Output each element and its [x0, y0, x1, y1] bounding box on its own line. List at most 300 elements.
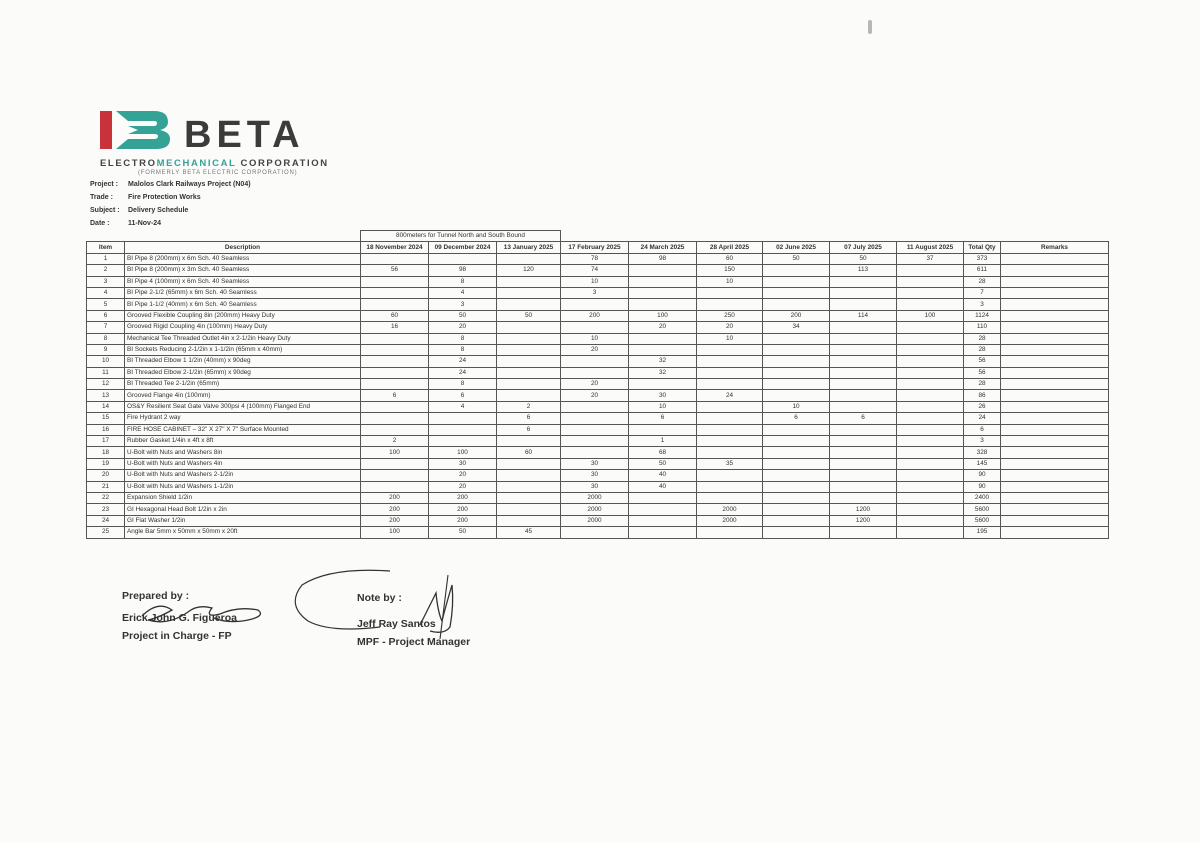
cell-quantity: 120 — [497, 265, 561, 276]
cell-quantity: 200 — [429, 504, 497, 515]
cell-item: 22 — [87, 492, 125, 503]
cell-quantity — [763, 424, 830, 435]
cell-quantity: 30 — [629, 390, 697, 401]
cell-item: 8 — [87, 333, 125, 344]
cell-remarks — [1001, 436, 1109, 447]
cell-remarks — [1001, 413, 1109, 424]
cell-quantity: 50 — [830, 253, 897, 264]
header-date: 24 March 2025 — [629, 242, 697, 253]
cell-quantity — [561, 299, 629, 310]
cell-quantity: 8 — [429, 333, 497, 344]
cell-quantity — [497, 458, 561, 469]
cell-remarks — [1001, 504, 1109, 515]
column-header-row — [87, 242, 1109, 253]
cell-quantity — [897, 515, 964, 526]
table-row — [87, 515, 1109, 526]
cell-quantity: 78 — [561, 253, 629, 264]
cell-item: 7 — [87, 322, 125, 333]
cell-quantity: 8 — [429, 276, 497, 287]
cell-quantity: 6 — [763, 413, 830, 424]
cell-quantity: 10 — [561, 276, 629, 287]
cell-remarks — [1001, 401, 1109, 412]
cell-quantity: 56 — [361, 265, 429, 276]
cell-quantity: 40 — [629, 481, 697, 492]
cell-remarks — [1001, 367, 1109, 378]
cell-quantity — [497, 504, 561, 515]
table-row — [87, 333, 1109, 344]
cell-quantity — [629, 424, 697, 435]
cell-total-qty: 6 — [964, 424, 1001, 435]
meta-row — [90, 181, 251, 194]
cell-description: Expansion Shield 1/2in — [125, 492, 361, 503]
cell-description: BI Threaded Elbow 1 1/2in (40mm) x 90deg — [125, 356, 361, 367]
cell-description: BI Pipe 1-1/2 (40mm) x 6m Sch. 40 Seamless — [125, 299, 361, 310]
cell-quantity — [830, 401, 897, 412]
cell-total-qty: 1124 — [964, 310, 1001, 321]
cell-remarks — [1001, 287, 1109, 298]
cell-quantity — [897, 379, 964, 390]
cell-quantity — [497, 253, 561, 264]
table-row — [87, 470, 1109, 481]
cell-quantity — [497, 276, 561, 287]
cell-quantity: 2 — [361, 436, 429, 447]
cell-quantity: 200 — [361, 492, 429, 503]
cell-quantity — [763, 379, 830, 390]
cell-remarks — [1001, 447, 1109, 458]
table-row — [87, 481, 1109, 492]
cell-quantity — [897, 344, 964, 355]
cell-quantity — [763, 515, 830, 526]
cell-remarks — [1001, 527, 1109, 538]
cell-quantity — [763, 492, 830, 503]
cell-total-qty: 110 — [964, 322, 1001, 333]
cell-total-qty: 56 — [964, 367, 1001, 378]
table-row — [87, 436, 1109, 447]
cell-quantity — [830, 447, 897, 458]
cell-item: 19 — [87, 458, 125, 469]
cell-quantity: 50 — [763, 253, 830, 264]
cell-quantity — [763, 470, 830, 481]
cell-quantity — [697, 492, 763, 503]
table-row — [87, 379, 1109, 390]
cell-quantity: 98 — [429, 265, 497, 276]
table-row — [87, 287, 1109, 298]
cell-quantity — [763, 344, 830, 355]
cell-quantity: 30 — [429, 458, 497, 469]
cell-quantity — [361, 413, 429, 424]
cell-remarks — [1001, 322, 1109, 333]
table-row — [87, 322, 1109, 333]
cell-quantity — [361, 481, 429, 492]
cell-quantity — [361, 470, 429, 481]
cell-quantity: 200 — [429, 515, 497, 526]
noted-signature-icon — [290, 565, 480, 645]
cell-quantity — [361, 333, 429, 344]
cell-quantity: 50 — [429, 310, 497, 321]
cell-remarks — [1001, 379, 1109, 390]
cell-remarks — [1001, 276, 1109, 287]
table-row — [87, 527, 1109, 538]
cell-quantity: 20 — [561, 344, 629, 355]
cell-quantity: 100 — [361, 527, 429, 538]
table-row — [87, 253, 1109, 264]
cell-item: 10 — [87, 356, 125, 367]
meta-label: Subject : — [90, 207, 120, 214]
cell-quantity: 200 — [361, 515, 429, 526]
cell-quantity: 20 — [429, 481, 497, 492]
company-former-name: (FORMERLY BETA ELECTRIC CORPORATION) — [138, 170, 298, 176]
cell-quantity — [830, 390, 897, 401]
cell-quantity: 35 — [697, 458, 763, 469]
table-row — [87, 276, 1109, 287]
cell-quantity — [361, 367, 429, 378]
company-logo — [98, 108, 338, 180]
cell-quantity — [697, 287, 763, 298]
cell-item: 5 — [87, 299, 125, 310]
cell-quantity — [497, 379, 561, 390]
cell-quantity — [830, 344, 897, 355]
cell-quantity — [561, 401, 629, 412]
cell-quantity — [497, 356, 561, 367]
cell-quantity: 6 — [361, 390, 429, 401]
cell-quantity — [697, 424, 763, 435]
meta-label: Project : — [90, 181, 119, 188]
cell-item: 11 — [87, 367, 125, 378]
cell-item: 23 — [87, 504, 125, 515]
cell-quantity: 100 — [361, 447, 429, 458]
cell-quantity: 10 — [697, 276, 763, 287]
cell-total-qty: 90 — [964, 481, 1001, 492]
cell-description: Mechanical Tee Threaded Outlet 4in x 2-1/2in Heavy Duty — [125, 333, 361, 344]
cell-quantity — [830, 367, 897, 378]
cell-item: 21 — [87, 481, 125, 492]
cell-total-qty: 2400 — [964, 492, 1001, 503]
cell-item: 9 — [87, 344, 125, 355]
cell-item: 25 — [87, 527, 125, 538]
table-row — [87, 356, 1109, 367]
cell-quantity: 1200 — [830, 515, 897, 526]
table-row — [87, 447, 1109, 458]
header-item: Item — [87, 242, 125, 253]
cell-quantity: 2000 — [697, 504, 763, 515]
cell-quantity: 37 — [897, 253, 964, 264]
cell-quantity — [897, 287, 964, 298]
cell-quantity: 50 — [629, 458, 697, 469]
table-row — [87, 492, 1109, 503]
cell-quantity — [361, 276, 429, 287]
table-row — [87, 458, 1109, 469]
cell-quantity: 30 — [561, 481, 629, 492]
cell-remarks — [1001, 356, 1109, 367]
cell-quantity — [361, 424, 429, 435]
cell-quantity — [830, 287, 897, 298]
cell-quantity — [763, 356, 830, 367]
cell-description: BI Sockets Reducing 2-1/2in x 1-1/2in (65mm x 40mm) — [125, 344, 361, 355]
cell-quantity — [361, 458, 429, 469]
cell-quantity — [763, 299, 830, 310]
cell-quantity — [763, 447, 830, 458]
cell-quantity — [429, 424, 497, 435]
cell-item: 15 — [87, 413, 125, 424]
cell-quantity — [763, 265, 830, 276]
cell-quantity — [830, 379, 897, 390]
meta-value: Fire Protection Works — [128, 194, 201, 201]
table-row — [87, 367, 1109, 378]
cell-quantity: 200 — [361, 504, 429, 515]
cell-quantity — [897, 470, 964, 481]
cell-quantity: 32 — [629, 356, 697, 367]
cell-total-qty: 7 — [964, 287, 1001, 298]
cell-total-qty: 28 — [964, 276, 1001, 287]
cell-quantity: 6 — [830, 413, 897, 424]
cell-quantity: 20 — [561, 390, 629, 401]
cell-quantity: 200 — [429, 492, 497, 503]
cell-quantity — [629, 333, 697, 344]
cell-quantity: 16 — [361, 322, 429, 333]
cell-total-qty: 28 — [964, 344, 1001, 355]
cell-quantity — [897, 322, 964, 333]
cell-description: U-Bolt with Nuts and Washers 8in — [125, 447, 361, 458]
cell-quantity — [361, 253, 429, 264]
cell-quantity — [763, 390, 830, 401]
cell-quantity — [897, 390, 964, 401]
cell-quantity — [830, 299, 897, 310]
noted-by-name: Jeff Ray Santos — [357, 618, 436, 630]
cell-total-qty: 195 — [964, 527, 1001, 538]
cell-remarks — [1001, 253, 1109, 264]
cell-description: Grooved Flexible Coupling 8in (200mm) Heavy Duty — [125, 310, 361, 321]
cell-quantity — [361, 299, 429, 310]
cell-quantity — [629, 379, 697, 390]
cell-remarks — [1001, 470, 1109, 481]
cell-description: U-Bolt with Nuts and Washers 1-1/2in — [125, 481, 361, 492]
cell-quantity: 45 — [497, 527, 561, 538]
header-description: Description — [125, 242, 361, 253]
cell-item: 17 — [87, 436, 125, 447]
cell-total-qty: 3 — [964, 436, 1001, 447]
cell-description: U-Bolt with Nuts and Washers 2-1/2in — [125, 470, 361, 481]
cell-quantity: 20 — [429, 322, 497, 333]
cell-quantity: 6 — [429, 390, 497, 401]
cell-quantity — [897, 436, 964, 447]
cell-total-qty: 328 — [964, 447, 1001, 458]
cell-quantity: 74 — [561, 265, 629, 276]
cell-quantity: 1 — [629, 436, 697, 447]
cell-quantity — [897, 492, 964, 503]
cell-quantity — [361, 379, 429, 390]
cell-quantity: 20 — [629, 322, 697, 333]
cell-quantity — [629, 265, 697, 276]
cell-quantity — [830, 481, 897, 492]
cell-quantity: 98 — [629, 253, 697, 264]
cell-quantity: 200 — [561, 310, 629, 321]
cell-quantity — [830, 458, 897, 469]
cell-quantity — [561, 436, 629, 447]
prepared-by-label: Prepared by : — [122, 590, 190, 602]
cell-quantity — [763, 367, 830, 378]
cell-item: 18 — [87, 447, 125, 458]
cell-quantity — [629, 344, 697, 355]
cell-quantity: 60 — [361, 310, 429, 321]
cell-quantity: 4 — [429, 287, 497, 298]
cell-quantity — [697, 379, 763, 390]
meta-value: Malolos Clark Railways Project (N04) — [128, 181, 251, 188]
cell-quantity — [763, 481, 830, 492]
cell-quantity — [497, 344, 561, 355]
cell-quantity — [763, 436, 830, 447]
cell-quantity — [361, 356, 429, 367]
cell-quantity: 40 — [629, 470, 697, 481]
cell-description: FIRE HOSE CABINET – 32" X 27" X 7" Surface Mounted — [125, 424, 361, 435]
cell-total-qty: 86 — [964, 390, 1001, 401]
cell-quantity: 250 — [697, 310, 763, 321]
cell-quantity: 150 — [697, 265, 763, 276]
cell-quantity: 24 — [429, 356, 497, 367]
cell-remarks — [1001, 344, 1109, 355]
cell-total-qty: 24 — [964, 413, 1001, 424]
header-date: 18 November 2024 — [361, 242, 429, 253]
cell-quantity — [830, 527, 897, 538]
cell-quantity: 6 — [629, 413, 697, 424]
meta-label: Date : — [90, 220, 110, 227]
cell-total-qty: 373 — [964, 253, 1001, 264]
cell-quantity: 32 — [629, 367, 697, 378]
cell-quantity: 1200 — [830, 504, 897, 515]
cell-item: 1 — [87, 253, 125, 264]
cell-quantity — [497, 436, 561, 447]
cell-total-qty: 3 — [964, 299, 1001, 310]
cell-item: 4 — [87, 287, 125, 298]
cell-quantity — [897, 458, 964, 469]
cell-quantity: 100 — [629, 310, 697, 321]
cell-quantity — [629, 504, 697, 515]
cell-quantity — [561, 322, 629, 333]
cell-item: 20 — [87, 470, 125, 481]
header-date: 13 January 2025 — [497, 242, 561, 253]
cell-total-qty: 28 — [964, 333, 1001, 344]
cell-total-qty: 5600 — [964, 515, 1001, 526]
cell-quantity — [429, 253, 497, 264]
header-remarks: Remarks — [1001, 242, 1109, 253]
cell-quantity: 2000 — [561, 492, 629, 503]
cell-quantity — [830, 492, 897, 503]
cell-quantity: 50 — [429, 527, 497, 538]
cell-quantity — [561, 413, 629, 424]
noted-by-label: Note by : — [357, 592, 402, 604]
cell-description: BI Threaded Tee 2-1/2in (65mm) — [125, 379, 361, 390]
cell-quantity: 30 — [561, 470, 629, 481]
cell-total-qty: 56 — [964, 356, 1001, 367]
cell-quantity — [897, 447, 964, 458]
cell-quantity: 100 — [897, 310, 964, 321]
cell-item: 2 — [87, 265, 125, 276]
cell-quantity: 20 — [429, 470, 497, 481]
cell-remarks — [1001, 481, 1109, 492]
cell-description: Grooved Rigid Coupling 4in (100mm) Heavy Duty — [125, 322, 361, 333]
table-row — [87, 344, 1109, 355]
cell-description: Angle Bar 5mm x 50mm x 50mm x 20ft — [125, 527, 361, 538]
cell-quantity — [697, 447, 763, 458]
cell-item: 12 — [87, 379, 125, 390]
cell-description: BI Pipe 2-1/2 (65mm) x 6m Sch. 40 Seamless — [125, 287, 361, 298]
meta-label: Trade : — [90, 194, 113, 201]
cell-quantity — [697, 367, 763, 378]
cell-quantity: 10 — [763, 401, 830, 412]
cell-quantity: 20 — [697, 322, 763, 333]
meta-row — [90, 207, 251, 220]
cell-quantity — [629, 492, 697, 503]
header-date: 02 June 2025 — [763, 242, 830, 253]
cell-total-qty: 90 — [964, 470, 1001, 481]
cell-quantity — [629, 276, 697, 287]
cell-quantity — [497, 515, 561, 526]
cell-quantity: 30 — [561, 458, 629, 469]
cell-item: 13 — [87, 390, 125, 401]
cell-quantity — [361, 401, 429, 412]
cell-total-qty: 28 — [964, 379, 1001, 390]
cell-quantity: 3 — [429, 299, 497, 310]
cell-quantity — [697, 481, 763, 492]
table-row — [87, 413, 1109, 424]
cell-item: 24 — [87, 515, 125, 526]
prepared-by-name: Erick John G. Figueroa — [122, 612, 237, 624]
cell-quantity: 20 — [561, 379, 629, 390]
cell-quantity — [697, 470, 763, 481]
cell-quantity — [697, 356, 763, 367]
cell-quantity: 24 — [429, 367, 497, 378]
cell-quantity — [763, 333, 830, 344]
meta-row — [90, 194, 251, 207]
cell-quantity — [763, 504, 830, 515]
cell-quantity: 6 — [497, 424, 561, 435]
cell-total-qty: 611 — [964, 265, 1001, 276]
cell-quantity — [629, 287, 697, 298]
cell-quantity — [497, 390, 561, 401]
table-row — [87, 310, 1109, 321]
cell-quantity — [763, 276, 830, 287]
cell-quantity — [497, 492, 561, 503]
cell-quantity — [897, 333, 964, 344]
prepared-by-title: Project in Charge - FP — [122, 630, 232, 642]
cell-quantity: 3 — [561, 287, 629, 298]
cell-quantity — [497, 299, 561, 310]
cell-remarks — [1001, 310, 1109, 321]
cell-quantity: 2 — [497, 401, 561, 412]
cell-quantity — [429, 436, 497, 447]
cell-quantity: 114 — [830, 310, 897, 321]
company-name: BETA — [184, 114, 305, 156]
table-row — [87, 424, 1109, 435]
cell-quantity — [497, 367, 561, 378]
group-header: 800meters for Tunnel North and South Bound — [361, 231, 561, 242]
cell-quantity — [697, 436, 763, 447]
cell-remarks — [1001, 458, 1109, 469]
cell-quantity — [697, 527, 763, 538]
cell-quantity — [897, 424, 964, 435]
cell-quantity — [629, 299, 697, 310]
cell-quantity: 113 — [830, 265, 897, 276]
cell-quantity — [897, 504, 964, 515]
cell-description: GI Hexagonal Head Bolt 1/2in x 2in — [125, 504, 361, 515]
cell-quantity — [897, 276, 964, 287]
cell-description: OS&Y Resilient Seat Gate Valve 300psi 4 (100mm) Flanged End — [125, 401, 361, 412]
table-row — [87, 265, 1109, 276]
company-subtitle: ELECTROMECHANICAL CORPORATION — [100, 158, 329, 169]
cell-quantity — [497, 322, 561, 333]
cell-quantity — [629, 515, 697, 526]
header-date: 28 April 2025 — [697, 242, 763, 253]
cell-quantity — [830, 322, 897, 333]
